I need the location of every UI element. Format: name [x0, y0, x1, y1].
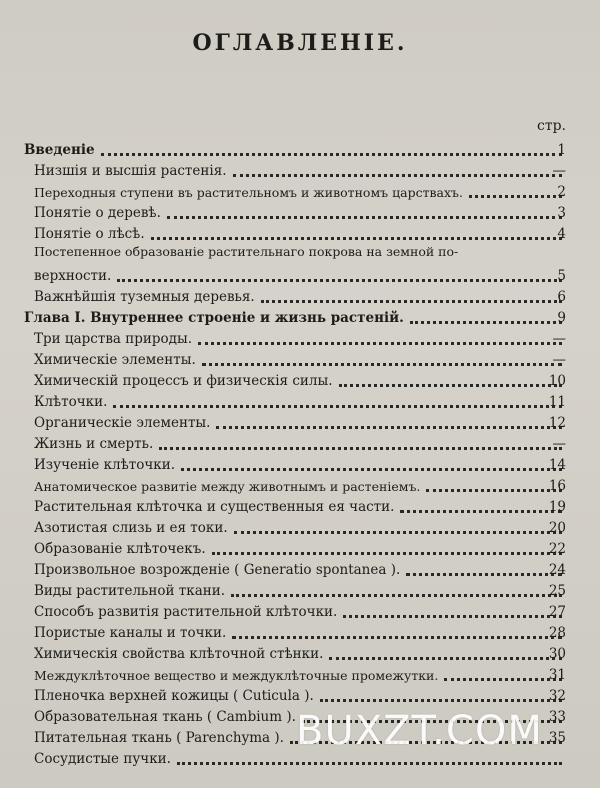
toc-page-number: — [552, 352, 566, 368]
toc-entry-text: Важнѣйшія туземныя деревья. [34, 289, 255, 305]
toc-page-number: 24 [548, 562, 566, 578]
toc-entry-text: Понятіе о лѣсѣ. [34, 226, 145, 242]
toc-chapter-text: Глава I. Внутреннее строеніе и жизнь растеній. [24, 310, 404, 326]
leader-dots [234, 531, 562, 534]
leader-dots [406, 573, 562, 576]
leader-dots [400, 510, 562, 513]
leader-dots [198, 342, 562, 345]
toc-page-number: — [552, 436, 566, 452]
toc-entry-text: Образовательная ткань ( Cambium ). [34, 709, 296, 725]
toc-page-number: 4 [557, 226, 566, 242]
toc-entry [34, 495, 566, 516]
toc-page-number: 14 [548, 457, 566, 473]
toc-entry [34, 201, 566, 222]
toc-entry-text: Пленочка верхней кожицы ( Cuticula ). [34, 688, 314, 704]
toc-entry [24, 138, 566, 159]
toc-entry [34, 579, 566, 600]
toc-page-number: 20 [548, 520, 566, 536]
toc-page-number: — [552, 163, 566, 179]
toc-entry-text: Виды растительной ткани. [34, 583, 226, 599]
leader-dots [212, 552, 562, 555]
toc-entry-text: Питательная ткань ( Parenchyma ). [34, 730, 284, 746]
toc-entry [34, 369, 566, 390]
toc-entry [34, 537, 566, 558]
toc-entry-text: Жизнь и смерть. [34, 436, 154, 452]
leader-dots [167, 216, 562, 219]
toc-page-number: 12 [548, 415, 566, 431]
leader-dots [202, 363, 562, 366]
toc-entry [34, 348, 566, 369]
toc-entry [34, 411, 566, 432]
toc-page-number: 5 [557, 268, 566, 284]
toc-entry [34, 642, 566, 663]
toc-page-number: 9 [557, 310, 566, 326]
toc-entry-text: Клѣточки. [34, 394, 108, 410]
toc-page-number: 22 [548, 541, 566, 557]
leader-dots [159, 447, 562, 450]
toc-entry [34, 327, 566, 348]
watermark: BUXZT.COM [296, 708, 543, 754]
toc-entry-text: Междуклѣточное вещество и междуклѣточные промежутки. [34, 668, 439, 683]
leader-dots [232, 636, 562, 639]
toc-entry-text: Азотистая слизь и ея токи. [34, 520, 228, 536]
leader-dots [233, 174, 562, 177]
toc-entry-text: Образованіе клѣточекъ. [34, 541, 206, 557]
leader-dots [343, 615, 562, 618]
toc-page-number: 3 [557, 205, 566, 221]
toc-entry-text: Растительная клѣточка и существенныя ея части. [34, 499, 395, 515]
leader-dots [261, 300, 562, 303]
toc-entry [34, 474, 566, 495]
toc-entry [34, 663, 566, 684]
toc-entry [34, 180, 566, 201]
toc-entry-text: Произвольное возрожденіе ( Generatio spontanea ). [34, 562, 401, 578]
toc-entry-text: Постепенное образованіе растительнаго покрова на земной по- [34, 244, 459, 259]
toc-entry-text: Три царства природы. [34, 331, 193, 347]
toc-page-number: 25 [548, 583, 566, 599]
toc-page-number: 27 [548, 604, 566, 620]
toc-entry [34, 684, 566, 705]
toc-entry-text: Органическіе элементы. [34, 415, 211, 431]
toc-page-number: 6 [557, 289, 566, 305]
toc-entry-text: Химическія свойства клѣточной стѣнки. [34, 646, 324, 662]
toc-page-number: 33 [548, 709, 566, 725]
toc-entry-text: Анатомическое развитіе между животнымъ и растеніемъ. [34, 479, 421, 494]
toc-entry-text: Химическій процессъ и физическія силы. [34, 373, 333, 389]
leader-dots [151, 237, 562, 240]
toc-entry [34, 516, 566, 537]
toc-entry [34, 621, 566, 642]
toc-entry [34, 264, 566, 285]
toc-chapter [24, 306, 566, 327]
toc-entry-text: Низшія и высшія растенія. [34, 163, 227, 179]
leader-dots [117, 279, 562, 282]
toc-page-number: 2 [557, 184, 566, 200]
toc-page-number: 28 [548, 625, 566, 641]
toc-entry [34, 600, 566, 621]
leader-dots [329, 657, 562, 660]
leader-dots [177, 762, 562, 765]
toc-page-number: 35 [548, 730, 566, 746]
toc-page-number: 11 [548, 394, 566, 410]
leader-dots [101, 153, 562, 156]
toc-entry [34, 453, 566, 474]
leader-dots [231, 594, 562, 597]
toc-page-number: 16 [548, 478, 566, 494]
page-title: ОГЛАВЛЕНІЕ. [192, 30, 408, 56]
leader-dots [113, 405, 562, 408]
toc-entry [34, 390, 566, 411]
toc-page-number: 1 [557, 142, 566, 158]
toc-entry [34, 285, 566, 306]
toc-entry [34, 159, 566, 180]
toc-page-number: 32 [548, 688, 566, 704]
toc-entry [34, 558, 566, 579]
toc-page-number: — [552, 331, 566, 347]
toc-entry-text: Способъ развитія растительной клѣточки. [34, 604, 338, 620]
toc-entry-text: Изученіе клѣточки. [34, 457, 175, 473]
toc-page-number: 31 [548, 667, 566, 683]
toc-entry-text: Переходныя ступени въ растительномъ и животномъ царствахъ. [34, 185, 463, 200]
leader-dots [320, 699, 562, 702]
toc-entry-continuation: верхности. [34, 268, 112, 284]
toc-entry-text: Пористые каналы и точки. [34, 625, 227, 641]
toc-entry-text: Химическіе элементы. [34, 352, 196, 368]
leader-dots [339, 384, 563, 387]
toc-page-number: 30 [548, 646, 566, 662]
toc-page-number: 19 [548, 499, 566, 515]
toc-entry-text: Сосудистые пучки. [34, 751, 171, 767]
toc-entry-text: Понятіе о деревѣ. [34, 205, 161, 221]
leader-dots [216, 426, 562, 429]
toc-entry-text: Введеніе [24, 142, 95, 158]
page-column-header: стр. [537, 118, 566, 134]
toc-entry [34, 222, 566, 243]
toc-entry [34, 432, 566, 453]
leader-dots [181, 468, 562, 471]
toc-page-number: 10 [548, 373, 566, 389]
